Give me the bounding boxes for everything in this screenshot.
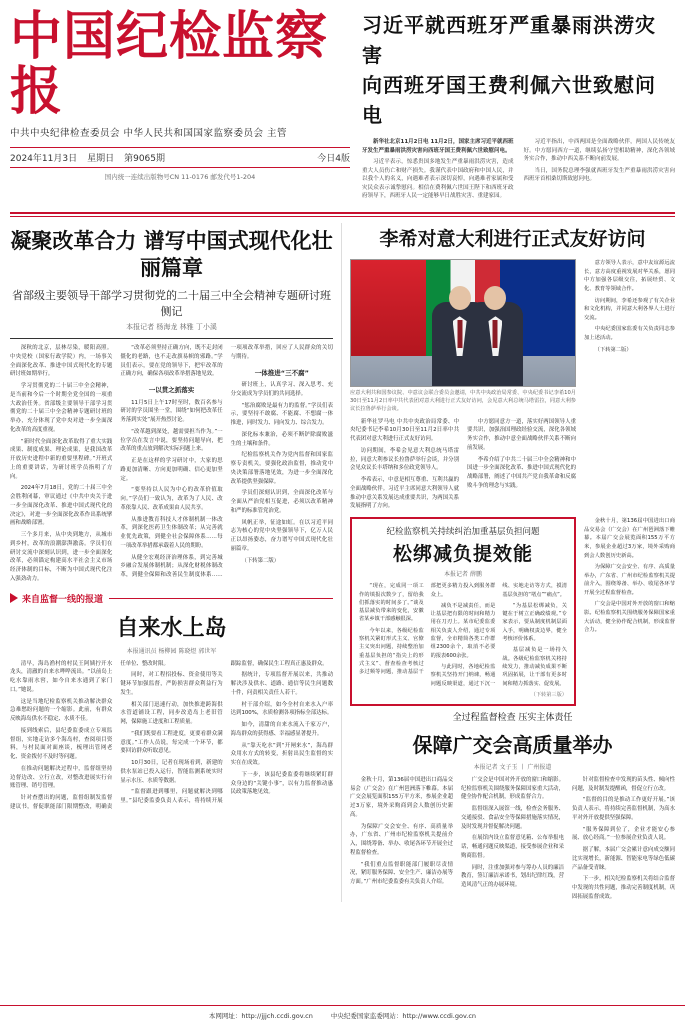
left-lead-c3-p5: 风帆正举，征途如虹。在以习近平同志为核心的党中央坚强领导下，亿万人民正以昂扬姿态，奋力谱写中国式现代化壮丽篇章。 — [230, 519, 333, 552]
left-lead-p5: 三个多月来，从中央到地方，从城市到乡村，改革的浪潮澎湃激荡。学员们在研讨交流中深刻认识到，进一步全面深化改革，必须锚定构建高水平社会主义市场经济体制的目标，不断为中国式现代化注入强劲动力。 — [10, 532, 113, 582]
bl-p3: 接到线索后，县纪委监委成立专项监督组，实地走访多个海岛村，查阅项目资料，与村民面对面座谈，梳理出管网老化、资金拨付不及时等问题。 — [10, 727, 113, 761]
boxed-continued: （下转第三版） — [530, 691, 567, 698]
rl-p4: 李希介绍了中共二十届三中全会精神和中国进一步全面深化改革、推进中国式现代化的战略部署，阐述了中国共产党自我革命和反腐败斗争的理念与实践。 — [467, 456, 576, 489]
bl-c3-p2: 村干部介绍，如今全村自来水入户率达到100%，水质检测各项指标全部达标。 — [230, 701, 333, 717]
left-lead-p4: 2024年7月18日，党的二十届三中全会胜利闭幕，审议通过《中共中央关于进一步全面深化改革、推进中国式现代化的决定》，对进一步全面深化改革作出系统擘画和战略部署。 — [10, 485, 113, 527]
bl-c3-p3: 从“靠天吃水”到“开闸来水”，海岛群众用水方式的转变，折射出民生监督的实实在在成效。 — [230, 742, 333, 767]
left-column — [10, 223, 342, 902]
bottom-left-body — [10, 660, 333, 812]
br-p3: “我们重点监督职能部门履职尽责情况，紧盯服务保障、安全生产、廉洁办展等方面。”广州市纪委监委有关负责人介绍。 — [350, 861, 453, 886]
right-side-filler-col — [584, 511, 675, 706]
left-lead-c2-p4: “要坚持以人民为中心的改革价值取向。”学员们一致认为，改革为了人民、改革依靠人民、改革成果由人民共享。 — [120, 487, 223, 511]
issue-pages: 今日4版 — [317, 154, 350, 165]
top-story — [350, 10, 675, 204]
top-story-line1: 习近平就西班牙严重暴雨洪涝灾害 — [362, 13, 656, 67]
right-lead-narrow-col — [584, 259, 675, 354]
bf-p4: 与此同时，各地纪检监察机关坚持开门纳谏，畅通问题反映渠道，通过下沉一线、实地走访等方式，摸清基层负担的“堵点”“痛点”。 — [430, 583, 567, 687]
bottom-right-title: 保障广交会高质量举办 — [412, 732, 613, 757]
masthead-divider — [10, 212, 675, 214]
bottom-right-byline: 本报记者 文子玉 丨 广州报道 — [473, 763, 552, 771]
left-lead-headline: 凝聚改革合力 谱写中国式现代化壮丽篇章 — [10, 227, 333, 280]
bl-c3-p4: 下一步，该县纪委监委将继续紧盯群众身边的“关键小事”，以有力监督推动惠民政策落地见效。 — [230, 771, 333, 796]
left-lead-p1: 深秋的北京，层林尽染，暖阳高照。中央党校（国家行政学院）内，一场事关全面深化改革、推进中国式现代化的专题研讨班如期举行。 — [10, 345, 113, 378]
bl-p5: 相关部门迅速行动，加快推进跨海供水管道铺设工程，同步改造岛上老旧管网，保障施工进度和工程质量。 — [120, 701, 223, 726]
footer-site-right[interactable]: 中央纪委国家监委网站：http://www.ccdi.gov.cn — [330, 1011, 477, 1020]
masthead-logo-block — [10, 6, 350, 182]
left-lead-subhead: 省部级主要领导干部学习贯彻党的二十届三中全会精神专题研讨班侧记 — [12, 289, 331, 319]
rl-p6: 访问期间，李希还参观了有关企业和文化机构，并同意大利各界人士进行交流。 — [584, 297, 675, 321]
photo-person-right — [467, 302, 523, 386]
main-body — [10, 223, 675, 902]
boxed-feature — [350, 517, 576, 706]
bl-p7: 如今，清甜的自来水流入千家万户，海岛群众的获得感、幸福感显著提升。 — [230, 722, 333, 737]
photo-li-xi-italy — [350, 259, 576, 387]
bl-p1: 清早，海岛渔村的村民王阿姨拧开水龙头，清澈的自来水哗哗流出。“以前岛上吃水靠雨水窖，如今自来水通到了家门口。”她说。 — [10, 660, 113, 693]
top-story-col-2 — [524, 138, 676, 204]
top-story-col1-body: 习近平表示，惊悉贵国多地发生严重暴雨洪涝灾害，造成重大人员伤亡和财产损失。我谨代表中国政府和中国人民，并以我个人的名义，向遇难者表示深切哀悼，向遇难者家属和受灾民众表示诚挚慰问。相信在费利佩六世国王陛下和西班牙政府领导下，西班牙人民一定能够早日战胜灾害、重建家园。 — [362, 159, 514, 200]
rsf-p3: 广交会是中国对外开放的窗口和缩影。纪检监察机关围绕服务保障国家重大活动，健全协作配合机制，形成监督合力。 — [584, 601, 675, 634]
left-lead-c2-p3: 正是在这样的学习研讨中，大家的思路更加清晰、方向更加明确、信心更加坚定。 — [120, 458, 223, 482]
issue-number: 第9065期 — [124, 154, 166, 165]
bl-p4: 针对查摆出的问题，监督组制发监督建议书，督促职能部门限期整改，明确责任单位、整改时限。 — [10, 660, 169, 810]
left-lead-c3-p2: “惩治腐败是最有力的监督。”学员们表示，要坚持不敢腐、不能腐、不想腐一体推进，同时发力、同向发力、综合发力。 — [230, 402, 333, 427]
left-lead-byline: 本报记者 杨海龙 林雅 丁小溪 — [126, 323, 217, 332]
left-lead-p8: 纪检监察机关作为党内监督和国家监察专责机关，要强化政治监督，推动党中央决策部署落地见效，为进一步全面深化改革提供坚强保障。 — [230, 452, 333, 485]
masthead-fineprint: 国内统一连续出版物号CN 11-0176 邮发代号1-204 — [104, 173, 256, 182]
rl-p1: 访问期间，李希会见意大利总统马塔雷拉，同意大利参议长拉鲁萨举行会谈，并分别会见众议长丰塔纳和多位政党领导人。 — [350, 447, 459, 472]
rsf-p1: 金秋十月，第136届中国进出口商品交易会（广交会）在广州琶洲落下帷幕。本届广交会展览面积155万平方米，参展企业超过3万家，境外采购商到会人数创历史新高。 — [584, 518, 675, 559]
bottom-right-kicker: 全过程监督检查 压实主体责任 — [452, 712, 573, 723]
boxed-kicker: 纪检监察机关持续纠治加重基层负担问题 — [386, 527, 540, 538]
right-lead-body-right — [584, 259, 675, 511]
photo-caption: 应意大利共和国参议院、中意议会联合委员会邀请，中共中央政治局常委、中央纪委书记李希10月30日至11月2日率中共代表团对意大利进行正式友好访问，会见意大利总统马塔雷拉，同意大利参议长拉鲁萨举行会谈。 — [350, 390, 576, 412]
bl-c2-p3: “我们既要看工程进度，更要看群众满意度。”工作人员说，每完成一个环节，都要回访群众听取意见。 — [120, 730, 223, 755]
left-lead-p7: 从健全宏观经济治理体系，到完善城乡融合发展体制机制；从深化财税体制改革，到健全保障和改善民生制度体系……一项项改革举措，回应了人民群众的关切与期待。 — [120, 345, 333, 579]
photo-person-right-tie — [493, 320, 498, 348]
boxed-body — [359, 582, 567, 688]
br-c2-p5: 下一步，相关纪检监察机关将结合监督中发现的共性问题，推动完善制度机制，巩固拓展监督成效。 — [572, 876, 675, 900]
top-story-col1-lead: 新华社北京11月2日电 11月2日，国家主席习近平就西班牙发生严重暴雨洪涝灾害向西班牙国王费利佩六世致慰问电。 — [362, 139, 514, 154]
right-lead-body-left — [350, 418, 576, 512]
top-story-columns — [362, 138, 675, 204]
br-p4: 监督组深入展馆一线，检查会务服务、交通接驳、食品安全等保障措施落实情况，及时发现并督促解决问题。 — [461, 806, 564, 830]
left-lead-p6: “改革必须坚持正确方向，既不走封闭僵化的老路，也不走改旗易帜的邪路。”学员们表示，要在党的领导下，把牢改革的正确方向，确保各项改革举措落地见效。 — [120, 345, 223, 378]
photo-person-right-head — [484, 286, 506, 310]
bf-p2: 今年以来，各级纪检监察机关紧盯形式主义、官僚主义突出问题，持续整治加重基层负担的“指尖上的形式主义”、督查检查考核过多过频等问题，推动基层干部把更多精力投入到服务群众上。 — [359, 583, 496, 676]
rl-lead: 新华社罗马电 中共中央政治局常委、中央纪委书记李希10月30日至11月2日率中共代表团对意大利进行正式友好访问。 — [350, 418, 459, 443]
bf-p6: 基层减负是一场持久战。各级纪检监察机关将持续发力，推动减负成果不断巩固拓展，让干部有更多时间和精力抓落实、促发展。 — [502, 647, 567, 687]
bl-c2-p1: 在推动问题解决过程中，监督组坚持边督边改、立行立改，对整改进展实行台账管理、销号管理。 — [10, 765, 113, 790]
left-lead-c3-p3: 深化标本兼治，必须不断铲除腐败滋生的土壤和条件。 — [230, 431, 333, 447]
br-p6: “监督的目的是推动工作更好开展。”该负责人表示，将持续完善监督机制，为高水平对外开放提供坚强保障。 — [572, 797, 675, 821]
right-column — [342, 223, 675, 902]
bl-c3-p1: 10月30日，记者在现场看到，新建的供水泵站已投入运行，智能监测系统实时显示水压、水质等数据。 — [120, 760, 223, 784]
br-p2: 为保障广交会安全、有序、高质量举办，广东省、广州市纪检监察机关提前介入，围绕筹备、举办、收尾各环节开展全过程监督检查。 — [350, 823, 453, 856]
right-lead-photo-block — [350, 259, 576, 511]
boxed-byline: 本报记者 薛鹏 — [444, 571, 482, 579]
left-lead-subhead-1: 一以贯之抓落实 — [148, 386, 195, 395]
photo-subjects — [351, 300, 575, 386]
bl-p6: “监督跟进到哪里，问题就解决到哪里。”县纪委监委负责人表示，将持续开展跟踪监督，确保民生工程真正惠及群众。 — [120, 660, 328, 805]
masthead-divider-thin — [10, 216, 675, 217]
top-story-col-1 — [362, 138, 514, 204]
br-p5: 同时，注重加强对参与筹办人员的廉洁教育，签订廉洁承诺书，划出纪律红线，营造风清气正的办展环境。 — [461, 864, 564, 889]
left-lead-p3: “新时代全面深化改革取得了重大实践成果、制度成果、理论成果，是我国改革开放历史进程中新的重要里程碑。”开班式上的重要讲话，为研讨班学员指明了方向。 — [10, 438, 113, 480]
masthead — [10, 0, 675, 204]
issue-weekday: 星期日 — [87, 154, 115, 165]
photo-person-left-head — [449, 286, 471, 310]
left-lead-c2-p5: 从推进教育科技人才体制机制一体改革，到深化医药卫生体制改革；从完善就业优先政策，到健全社会保障体系……每一项改革举措都承载着人民的期盼。 — [120, 516, 223, 549]
left-lead-c2-p1: 11月5日上午17时至时，数百名参与研讨的学员围坐一堂，围绕“如何把改革任务落到实处”展开热烈讨论。 — [120, 399, 223, 424]
left-lead-p2: 学习贯彻党的二十届三中全会精神，是当前和今后一个时期全党全国的一项重大政治任务。省部级主要领导干部学习贯彻党的二十届三中全会精神专题研讨班的举办，充分体现了党中央对进一步全面深化改革的高度重视。 — [10, 383, 113, 433]
top-story-line2: 向西班牙国王费利佩六世致慰问电 — [362, 73, 656, 127]
left-lead-subhead-2: 一体推进“三不腐” — [254, 368, 309, 377]
page-footer — [0, 1005, 685, 1024]
rl-p3: 中方愿同意方一道，落实好两国领导人重要共识，加强治国理政经验交流，深化各领域务实合作，推动中意全面战略伙伴关系不断向前发展。 — [467, 418, 576, 451]
bf-p1: “现在，完成同一项工作的填报次数少了，留给我们抓落实的时间多了。”谈及基层减负带来的变化，安徽省某乡镇干部感触很深。 — [359, 583, 424, 623]
bottom-left-title: 自来水上岛 — [116, 614, 227, 641]
issue-date: 2024年11月3日 — [10, 154, 78, 165]
series-banner — [10, 592, 333, 605]
br-c2-p1: 广交会是中国对外开放的窗口和缩影。纪检监察机关围绕服务保障国家重大活动，健全协作配合机制，形成监督合力。 — [461, 776, 564, 801]
series-banner-label: 来自监督一线的报道 — [22, 594, 104, 605]
br-p1: 金秋十月，第136届中国进出口商品交易会（广交会）在广州琶洲落下帷幕。本届广交会展览面积155万平方米，参展企业超过3万家，境外采购商到会人数创历史新高。 — [350, 776, 453, 818]
newspaper-title: 中国纪检监察报 — [10, 6, 329, 122]
right-side-filler-text — [584, 517, 675, 635]
br-c2-p3: 针对监督检查中发现的苗头性、倾向性问题，及时制发提醒函，督促立行立改。 — [572, 776, 675, 792]
photo-person-left-tie — [457, 320, 462, 348]
bf-p3: 减负不是减责任，而是让基层把有限的时间和精力用在刀刃上。某市纪委监委相关负责人介绍，通过专项监督，全市精简各类工作群组2300余个，取消不必要的报表600余张。 — [430, 602, 496, 659]
top-story-col2-lead: 习近平指出，中西两国是全面战略伙伴，两国人民传统友好。中方愿同西方一道，继续弘扬守望相助精神，深化各领域务实合作，推动中西关系不断向前发展。 — [523, 139, 675, 163]
bottom-right-body — [350, 776, 675, 902]
rl-p2: 李希表示，中意是相互尊重、互利共赢的全面战略伙伴。习近平主席同意大利领导人就推动中意关系发展达成重要共识，为两国关系发展指明了方向。 — [350, 477, 459, 510]
rl-p5: 意方领导人表示，意中友谊源远流长，意方高度重视发展对华关系，愿同中方加强各层级交往，拓展经贸、文化、教育等领域合作。 — [584, 260, 675, 293]
masthead-meta — [10, 147, 350, 168]
br-p7: 据了解，本届广交会累计意向成交额同比实现增长，新能源、智能家电等绿色低碳产品备受青睐。 — [572, 847, 675, 871]
bl-c2-p2: 同时，对工程招投标、资金使用等关键环节加强监督，严防损害群众利益行为发生。 — [120, 672, 223, 696]
rsf-p2: 为保障广交会安全、有序、高质量举办，广东省、广州市纪检监察机关提前介入，围绕筹备、举办、收尾各环节开展全过程监督检查。 — [584, 564, 675, 596]
rl-continued: （下转第二版） — [594, 346, 632, 353]
left-lead-rule — [10, 338, 333, 339]
bl-p2: 这是当地纪检监察机关推动解决群众急难愁盼问题的一个缩影。此前，有群众反映海岛供水不稳定、水质不佳。 — [10, 698, 113, 723]
newspaper-subtitle: 中共中央纪律检查委员会 中华人民共和国国家监察委员会 主管 — [10, 128, 288, 140]
triangle-marker-icon — [10, 593, 18, 603]
bl-c2-p4: 据统计，专项监督开展以来，共推动解决涉及供水、道路、通信等民生问题数十件，问责相关责任人若干。 — [230, 672, 333, 696]
top-story-col2-body: 当日，国务院总理李强就西班牙发生严重暴雨洪涝灾害向西班牙首相桑切斯致慰问电。 — [523, 167, 675, 183]
br-c2-p4: “服务保障到位了，企业才能安心参展、放心经商。”一位参展企业负责人说。 — [572, 826, 675, 842]
bf-p5: “为基层松绑减负，关键在于树立正确政绩观。”专家表示，要从制度机制层面入手，明确权责边界，健全考核评价体系。 — [502, 602, 567, 643]
footer-site-left[interactable]: 本网网址：http://jjjch.ccdi.gov.cn — [208, 1011, 313, 1020]
left-lead-c3-p4: 学员们深刻认识到，全面深化改革与全面从严治党相互促进，必须以改革精神和严的标准管党治党。 — [230, 490, 333, 514]
series-banner-rule — [109, 598, 333, 599]
left-lead-c2-p2: “改革越到深处，越需要担当作为。”一位学员在发言中说，要坚持问题导向，把改革的重点放到解决实际问题上来。 — [120, 428, 223, 453]
left-lead-c3-p1: 研讨班上，认真学习、深入思考、充分交流成为学员们的共同选择。 — [230, 382, 333, 397]
rl-p7: 中央纪委国家监委有关负责同志参加上述活动。 — [584, 326, 675, 341]
left-lead-continued: （下转第二版） — [241, 557, 280, 564]
boxed-title: 松绑减负提效能 — [392, 543, 533, 566]
br-c2-p2: 在展馆内设立监督意见箱、公布举报电话，畅通问题反映渠道，接受参展企业和采购商监督。 — [461, 835, 564, 859]
bottom-left-byline: 本报通讯员 杨柳园 陈晓煜 郭世军 — [126, 647, 217, 655]
left-lead-body — [10, 344, 333, 584]
right-lead-headline: 李希对意大利进行正式友好访问 — [379, 227, 646, 250]
